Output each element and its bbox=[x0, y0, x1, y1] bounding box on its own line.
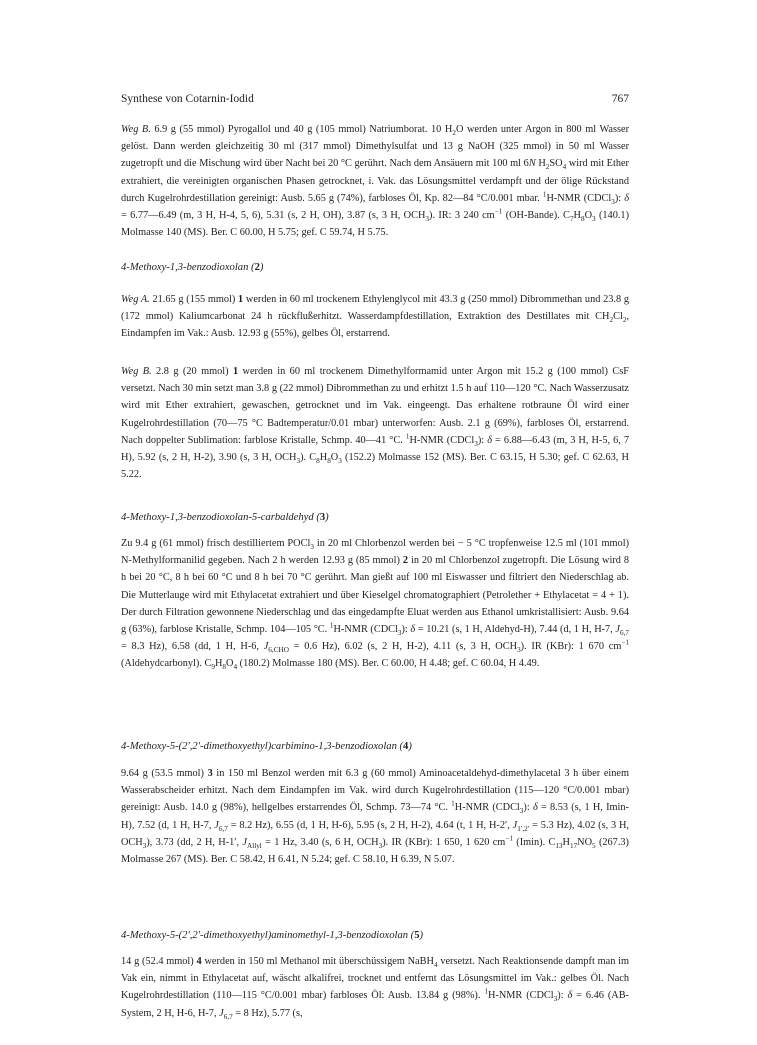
section-heading-compound-2 bbox=[121, 260, 629, 276]
paragraph-text: 9.64 g (53.5 mmol) 3 in 150 ml Benzol werden mit 6.3 g (60 mmol) Aminoacetaldehyd-dimethylacetal 3 h über einem Wasserabscheider erhitzt. Nach dem Eindampfen im Vak. wird durch Kugelrohrdestillation (115—120 °C/0.001 mbar) gereinigt: Ausb. 14.0 g (98%), hellgelbes erstarrendes Öl, Schmp. 73—74 °C. $^1$H-NMR (CDCl$_3$): δ = 8.53 (s, 1 H, Imin-H), 7.52 (d, 1 H, H-7, $J_{6,7} = 8.2$ Hz), 6.55 (d, 1 H, H-6), 5.95 (s, 2 H, H-2), 4.64 (t, 1 H, H-2′, $J_{1',2'} = 5.3$ Hz), 4.02 (s, 3 H, $OCH_3$), 3.73 (dd, 2 H, H-1′, $J_{Allyl} = 1$ Hz, 3.40 (s, 6 H, $OCH_3$). IR (KBr): 1 650, 1 620 $cm^{-1}$ (Imin). $C_{13}H_{17}NO_5$ (267.3) Molmasse 267 (MS). Ber. C 58.42, H 6.41, N 5.24; gef. C 58.10, H 6.39, N 5.07. bbox=[121, 768, 629, 866]
heading-text: 4-Methoxy-5-(2′,2′-dimethoxyethyl)carbimino-1,3-benzodioxolan (4) bbox=[121, 741, 412, 752]
heading-text: 4-Methoxy-1,3-benzodioxolan-5-carbaldehyd (3) bbox=[121, 512, 329, 523]
paragraph-weg-b-pyrogallol bbox=[121, 121, 629, 241]
paragraph-compound-3 bbox=[121, 535, 629, 673]
paragraph-weg-b-compound-2 bbox=[121, 363, 629, 483]
running-header bbox=[121, 93, 629, 109]
page-number: 767 bbox=[611, 93, 629, 105]
section-heading-compound-5 bbox=[121, 928, 629, 944]
paragraph-text: Weg B. 6.9 g (55 mmol) Pyrogallol und 40 g (105 mmol) Natriumborat. 10 $H_2O$ werden unter Argon in 800 ml Wasser gelöst. Dann werden gleichzeitig 30 ml (317 mmol) Dimethylsulfat und 13 g NaOH (325 mmol) in 50 ml Wasser zugetropft und die Mischung wird über Nacht bei 20 °C gerührt. Nach dem Ansäuern mit 100 ml 6N $H_2SO_4$ wird mit Ether extrahiert, die vereinigten organischen Phasen getrocknet, i. Vak. das Lösungsmittel verdampft und der ölige Rückstand durch Kugelrohrdestillation gereinigt: Ausb. 5.65 g (74%), farbloses Öl, Kp. 82—84 °C/0.001 mbar. $^1$H-NMR (CDCl$_3$): δ = 6.77—6.49 (m, 3 H, H-4, 5, 6), 5.31 (s, 2 H, OH), 3.87 (s, 3 H, $OCH_3$). IR: 3 240 $cm^{-1}$ (OH-Bande). $C_7H_8O_3$ (140.1) Molmasse 140 (MS). Ber. C 60.00, H 5.75; gef. C 59.74, H 5.75. bbox=[121, 124, 629, 239]
paragraph-compound-4 bbox=[121, 765, 629, 868]
paragraph-text: 14 g (52.4 mmol) 4 werden in 150 ml Methanol mit überschüssigem NaBH$_4$ versetzt. Nach Reaktionsende dampft man im Vak ein, nimmt in Ethylacetat auf, wäscht alkalifrei, trocknet und entfernt das Lösungsmittel im Vak.: gelbes Öl. Nach Kugelrohrdestillation (110—115 °C/0.001 mbar) farbloses Öl: Ausb. 13.84 g (98%). $^1$H-NMR (CDCl$_3$): δ = 6.46 (AB-System, 2 H, H-6, H-7, $J_{6,7} = 8$ Hz), 5.77 (s, bbox=[121, 956, 629, 1021]
paragraph-weg-a-compound-2 bbox=[121, 291, 629, 343]
running-title: Synthese von Cotarnin-Iodid bbox=[121, 93, 254, 105]
paragraph-compound-5 bbox=[121, 953, 629, 1022]
paragraph-text: Zu 9.4 g (61 mmol) frisch destilliertem POCl$_3$ in 20 ml Chlorbenzol werden bei − 5 °C tropfenweise 12.5 ml (101 mmol) N-Methylformanilid gegeben. Nach 2 h werden 12.93 g (85 mmol) 2 in 20 ml Chlorbenzol zugetropft. Die Lösung wird 8 h bei 20 °C, 8 h bei 60 °C und 8 h bei 70 °C gerührt. Man gießt auf 100 ml Eiswasser und filtriert den Niederschlag ab. Die Mutterlauge wird mit Ethylacetat extrahiert und über Kieselgel chromatographiert (Petrolether + Ethylacetat = 4 + 1). Der durch Filtration gewonnene Niederschlag und das eingedampfte Eluat werden aus Ethanol umkristallisiert: Ausb. 9.64 g (63%), farblose Kristalle, Schmp. 104—105 °C. $^1$H-NMR (CDCl$_3$): δ = 10.21 (s, 1 H, Aldehyd-H), 7.44 (d, 1 H, H-7, $J_{6,7} = 8.3$ Hz), 6.58 (dd, 1 H, H-6, $J_{6,CHO} = 0.6$ Hz), 6.02 (s, 2 H, H-2), 4.11 (s, 3 H, $OCH_3$). IR (KBr): 1 670 $cm^{-1}$ (Aldehydcarbonyl). $C_9H_8O_4$ (180.2) Molmasse 180 (MS). Ber. C 60.00, H 4.48; gef. C 60.04, H 4.49. bbox=[121, 538, 629, 672]
paragraph-text: Weg B. 2.8 g (20 mmol) 1 werden in 60 ml trockenem Dimethylformamid unter Argon mit 15.2 g (100 mmol) CsF versetzt. Nach 30 min setzt man 3.8 g (22 mmol) Dibrommethan zu und erhitzt 1.5 h auf 110—120 °C. Nach Wasserzusatz wird mit Ether extrahiert, gewaschen, getrocknet und im Vak. eingeengt. Das erhaltene rotbraune Öl wird einer Kugelrohrdestillation (70—75 °C Badtemperatur/0.01 mbar) unterworfen: Ausb. 2.1 g (69%), farbloses Öl, erstarrend. Nach doppelter Sublimation: farblose Kristalle, Schmp. 40—41 °C. $^1$H-NMR (CDCl$_3$): δ = 6.88—6.43 (m, 3 H, H-5, 6, 7 H), 5.92 (s, 2 H, H-2), 3.90 (s, 3 H, $OCH_3$). $C_8H_8O_3$ (152.2) Molmasse 152 (MS). Ber. C 63.15, H 5.30; gef. C 62.63, H 5.22. bbox=[121, 366, 629, 481]
section-heading-compound-3 bbox=[121, 510, 629, 526]
paragraph-text: Weg A. 21.65 g (155 mmol) 1 werden in 60 ml trockenem Ethylenglycol mit 43.3 g (250 mmol) Dibrommethan und 23.8 g (172 mmol) Kaliumcarbonat 24 h rückflußerhitzt. Wasserdampfdestillation, Extraktion des Destillates mit $CH_2Cl_2$, Eindampfen im Vak.: Ausb. 12.93 g (55%), gelbes Öl, erstarrend. bbox=[121, 294, 629, 340]
section-heading-compound-4 bbox=[121, 739, 629, 755]
heading-text: 4-Methoxy-1,3-benzodioxolan (2) bbox=[121, 262, 264, 273]
heading-text: 4-Methoxy-5-(2′,2′-dimethoxyethyl)aminomethyl-1,3-benzodioxolan (5) bbox=[121, 930, 424, 941]
